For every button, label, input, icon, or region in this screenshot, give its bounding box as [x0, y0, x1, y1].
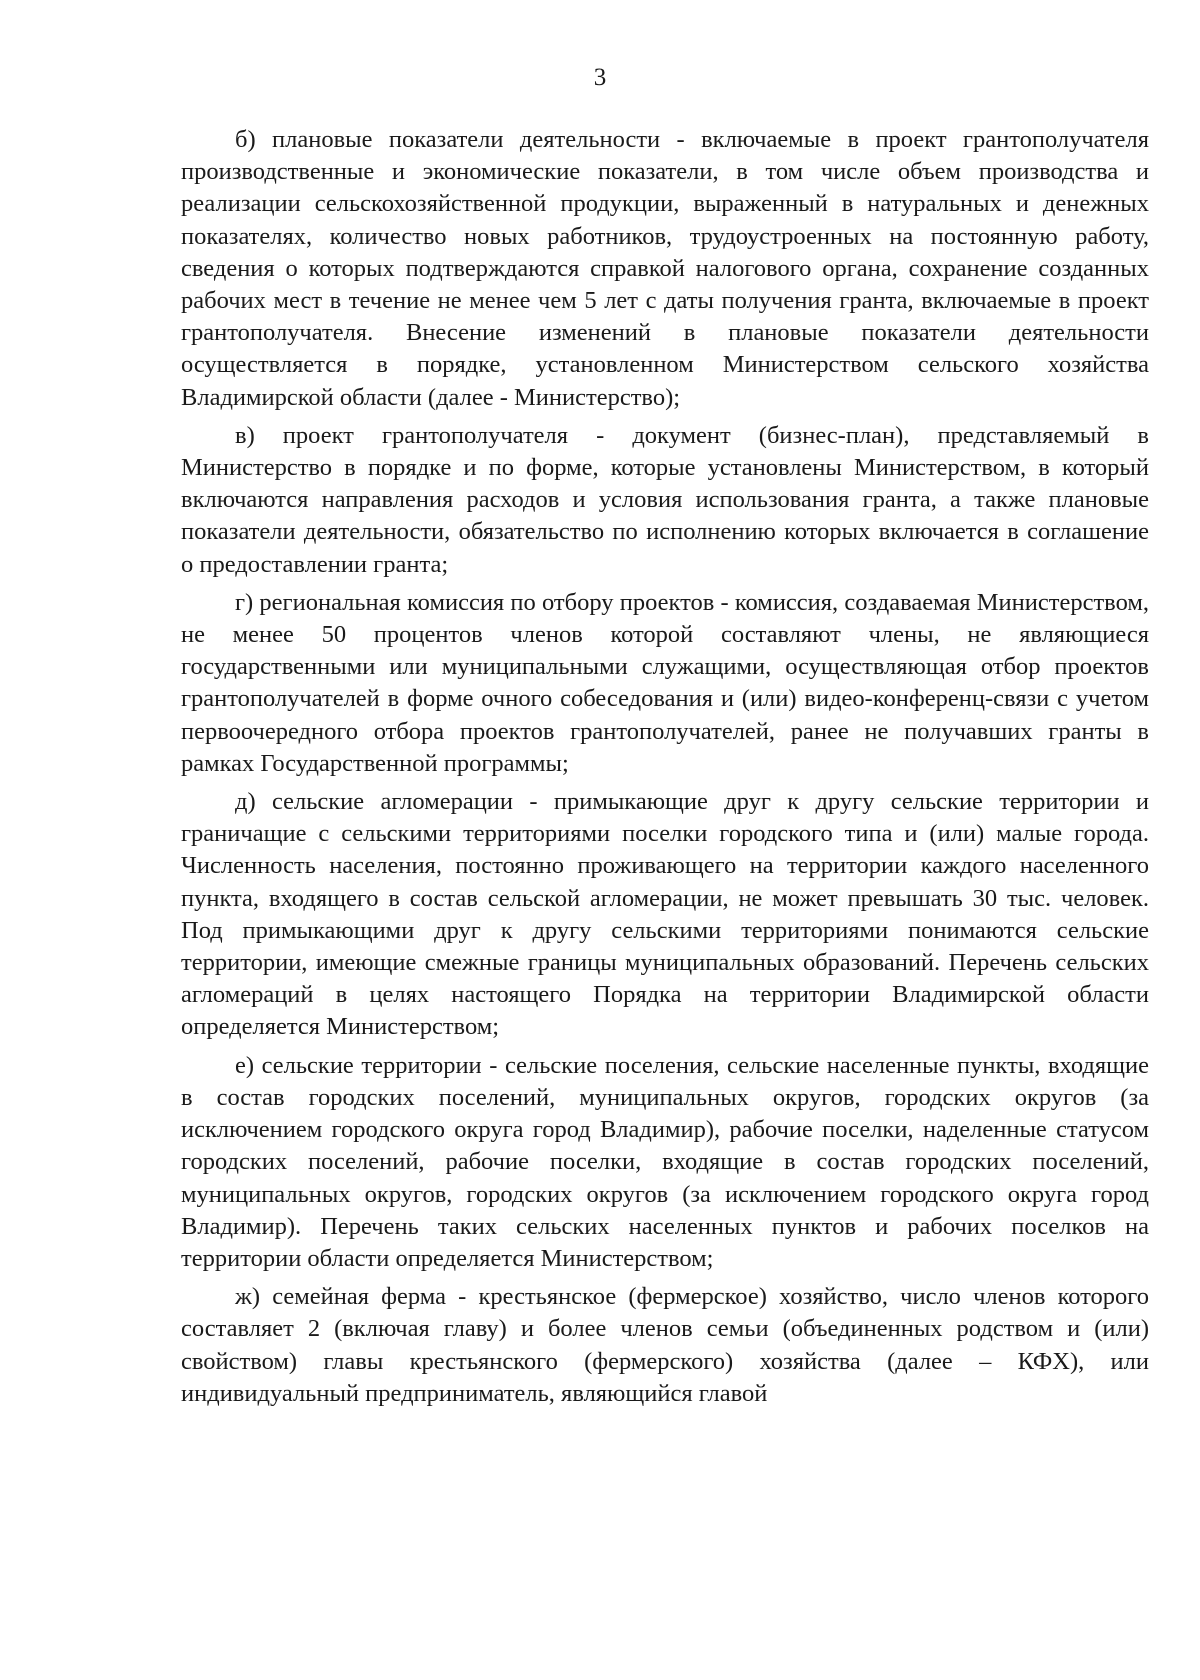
paragraph-g-regional-commission: г) региональная комиссия по отбору проектов - комиссия, создаваемая Министерством, не менее 50 процентов членов которой составляют члены, не являющиеся государственными или муниципальными служащими, осуществляющая отбор проектов грантополучателей в форме очного собеседования и (или) видео-конференц-связи с учетом первоочередного отбора проектов грантополучателей, ранее не получавших гранты в рамках Государственной программы; — [181, 588, 1149, 777]
paragraph-zh-family-farm: ж) семейная ферма - крестьянское (фермерское) хозяйство, число членов которого составляет 2 (включая главу) и более членов семьи (объединенных родством и (или) свойством) главы крестьянского (фермерского) хозяйства (далее – КФХ), или индивидуальный предприниматель, являющийся главой — [181, 1283, 1149, 1407]
paragraph-v-grantee-project: в) проект грантополучателя - документ (бизнес-план), представляемый в Министерство в порядке и по форме, которые установлены Министерством, в который включаются направления расходов и условия использования гранта, а также плановые показатели деятельности, обязательство по исполнению которых включается в соглашение о предоставлении гранта; — [181, 421, 1149, 578]
page-number: 3 — [593, 64, 607, 91]
paragraph-b-planned-indicators: б) плановые показатели деятельности - включаемые в проект грантополучателя производственные и экономические показатели, в том числе объем производства и реализации сельскохозяйственной продукции, выраженный в натуральных и денежных показателях, количество новых работников, трудоустроенных на постоянную работу, сведения о которых подтверждаются справкой налогового органа, сохранение созданных рабочих мест в течение не менее чем 5 лет с даты получения гранта, включаемые в проект грантополучателя. Внесение изменений в плановые показатели деятельности осуществляется в порядке, установленном Министерством сельского хозяйства Владимирской области (далее - Министерство); — [181, 126, 1149, 411]
document-body — [181, 124, 1149, 1410]
paragraph-e-rural-territories: е) сельские территории - сельские поселения, сельские населенные пункты, входящие в состав городских поселений, муниципальных округов, городских округов (за исключением городского округа город Владимир), рабочие поселки, наделенные статусом городских поселений, рабочие поселки, входящие в состав городских поселений, муниципальных округов, городских округов (за исключением городского округа город Владимир). Перечень таких сельских населенных пунктов и рабочих поселков на территории области определяется Министерством; — [181, 1051, 1149, 1272]
paragraph-d-rural-agglomerations: д) сельские агломерации - примыкающие друг к другу сельские территории и граничащие с сельскими территориями поселки городского типа и (или) малые города. Численность населения, постоянно проживающего на территории каждого населенного пункта, входящего в состав сельской агломерации, не может превышать 30 тыс. человек. Под примыкающими друг к другу сельскими территориями понимаются сельские территории, имеющие смежные границы муниципальных образований. Перечень сельских агломераций в целях настоящего Порядка на территории Владимирской области определяется Министерством; — [181, 788, 1149, 1041]
